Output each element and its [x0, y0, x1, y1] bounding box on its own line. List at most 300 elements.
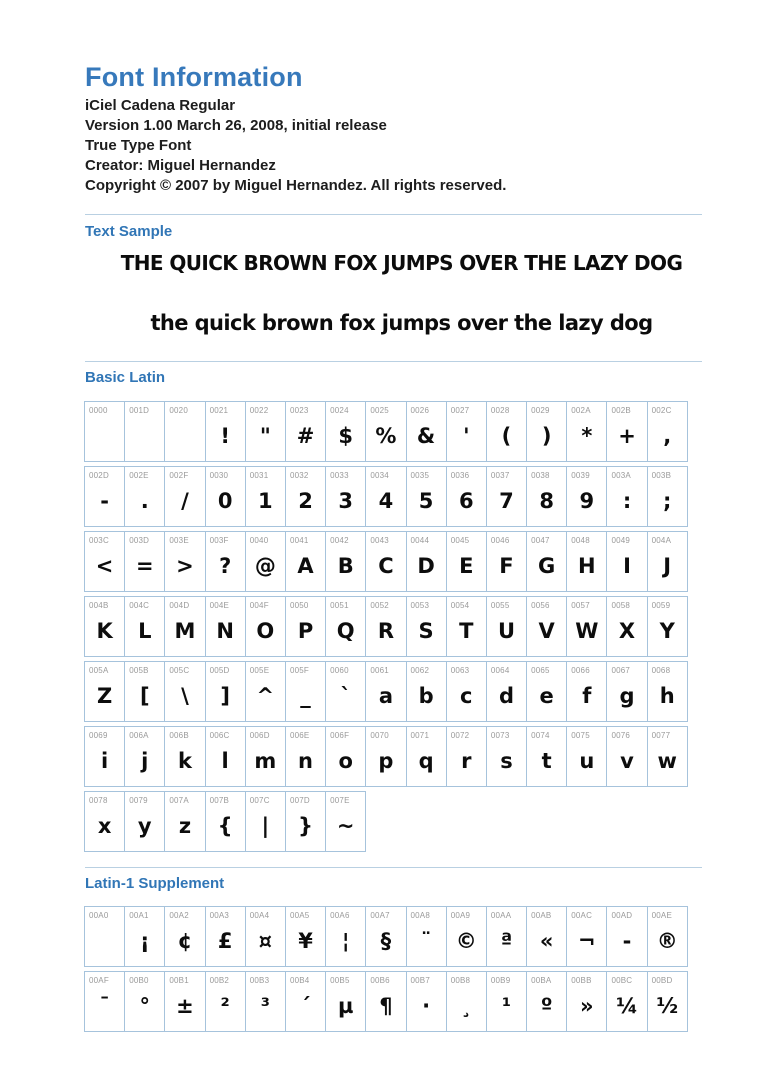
glyph-char: i — [100, 748, 109, 773]
glyph-char: µ — [337, 993, 354, 1018]
glyph-row — [84, 466, 768, 527]
glyph-char: ¡ — [139, 928, 150, 953]
glyph-cell — [365, 596, 406, 657]
glyph-char: } — [298, 813, 313, 838]
unicode-code-label: 00BC — [611, 976, 633, 985]
glyph-cell — [84, 726, 125, 787]
glyph-cell — [566, 466, 607, 527]
unicode-code-label: 00A5 — [289, 911, 310, 920]
glyph-char: K — [96, 618, 113, 643]
glyph-char: c — [460, 683, 473, 708]
unicode-code-label: 006D — [249, 731, 270, 740]
unicode-code-label: 0033 — [330, 471, 349, 480]
glyph-char: $ — [338, 423, 354, 448]
unicode-code-label: 0000 — [89, 406, 108, 415]
unicode-code-label: 0029 — [531, 406, 550, 415]
glyph-char: £ — [217, 928, 233, 953]
glyph-char: & — [416, 423, 436, 448]
glyph-char: n — [298, 748, 313, 773]
glyph-cell — [205, 726, 246, 787]
glyph-cell — [365, 401, 406, 462]
unicode-code-label: 002D — [89, 471, 109, 480]
glyph-cell — [124, 726, 165, 787]
glyph-char — [85, 920, 124, 966]
sample-text-uppercase: THE QUICK BROWN FOX JUMPS OVER THE LAZY DOG — [120, 251, 683, 275]
glyph-cell — [446, 531, 487, 592]
glyph-char: m — [254, 748, 277, 773]
glyph-cell — [526, 971, 567, 1032]
section-divider — [85, 361, 702, 362]
glyph-cell — [365, 661, 406, 722]
glyph-char: Q — [336, 618, 355, 643]
glyph-cell — [124, 401, 165, 462]
glyph-char: s — [500, 748, 513, 773]
unicode-code-label: 00B9 — [490, 976, 511, 985]
latin1-supplement-table — [84, 906, 768, 1032]
unicode-code-label: 00B2 — [209, 976, 230, 985]
glyph-char: 2 — [298, 488, 313, 513]
unicode-code-label: 0062 — [410, 666, 430, 675]
glyph-char: ¶ — [379, 993, 393, 1018]
glyph-char: « — [539, 928, 554, 953]
basic-latin-table — [84, 401, 768, 852]
unicode-code-label: 005E — [249, 666, 270, 675]
glyph-cell — [84, 596, 125, 657]
glyph-char: 3 — [338, 488, 354, 513]
unicode-code-label: 0022 — [249, 406, 269, 415]
glyph-char: ¯ — [99, 993, 110, 1018]
glyph-char: 7 — [499, 488, 514, 513]
glyph-cell — [406, 906, 447, 967]
glyph-cell — [124, 596, 165, 657]
unicode-code-label: 0051 — [330, 601, 349, 610]
unicode-code-label: 005B — [129, 666, 149, 675]
unicode-code-label: 0053 — [410, 601, 430, 610]
glyph-char: d — [498, 683, 514, 708]
font-info-block — [85, 96, 708, 196]
unicode-code-label: 0075 — [571, 731, 590, 740]
glyph-cell — [285, 661, 326, 722]
font-type: True Type Font — [85, 137, 192, 154]
glyph-cell — [647, 531, 688, 592]
glyph-char: I — [623, 553, 631, 578]
unicode-code-label: 0052 — [370, 601, 389, 610]
glyph-cell — [164, 971, 205, 1032]
font-name: iCiel Cadena Regular — [85, 97, 236, 114]
glyph-char: ¨ — [420, 928, 432, 953]
unicode-code-label: 003D — [129, 536, 150, 545]
glyph-char: 9 — [579, 488, 595, 513]
glyph-row — [84, 971, 768, 1032]
unicode-code-label: 00B6 — [370, 976, 390, 985]
unicode-code-label: 0038 — [531, 471, 550, 480]
glyph-cell — [205, 906, 246, 967]
glyph-char — [165, 415, 204, 461]
unicode-code-label: 005F — [289, 666, 309, 675]
glyph-cell — [124, 791, 165, 852]
unicode-code-label: 0077 — [651, 731, 671, 740]
glyph-cell — [205, 531, 246, 592]
unicode-code-label: 0055 — [490, 601, 510, 610]
glyph-cell — [164, 531, 205, 592]
unicode-code-label: 0024 — [330, 406, 349, 415]
unicode-code-label: 0069 — [89, 731, 108, 740]
glyph-row — [84, 596, 768, 657]
glyph-cell — [526, 906, 567, 967]
unicode-code-label: 0034 — [370, 471, 389, 480]
glyph-char: ± — [176, 993, 194, 1018]
unicode-code-label: 0079 — [129, 796, 148, 805]
unicode-code-label: 007E — [330, 796, 350, 805]
glyph-cell — [325, 401, 366, 462]
glyph-char: S — [418, 618, 434, 643]
glyph-cell — [84, 791, 125, 852]
glyph-char: ² — [220, 993, 230, 1018]
glyph-char: : — [622, 488, 632, 513]
unicode-code-label: 00AF — [89, 976, 109, 985]
glyph-cell — [526, 466, 567, 527]
glyph-cell — [285, 791, 326, 852]
unicode-code-label: 006C — [209, 731, 230, 740]
unicode-code-label: 00AD — [611, 911, 633, 920]
glyph-cell — [526, 401, 567, 462]
glyph-char — [125, 415, 164, 461]
unicode-code-label: 007B — [209, 796, 230, 805]
unicode-code-label: 002A — [571, 406, 591, 415]
glyph-char: a — [378, 683, 393, 708]
unicode-code-label: 00A3 — [209, 911, 230, 920]
glyph-cell — [406, 726, 447, 787]
glyph-char: q — [418, 748, 434, 773]
glyph-cell — [446, 596, 487, 657]
font-creator: Creator: Miguel Hernandez — [85, 157, 276, 174]
glyph-char: h — [659, 683, 675, 708]
glyph-char: » — [580, 993, 594, 1018]
glyph-cell — [446, 466, 487, 527]
glyph-char: R — [377, 618, 394, 643]
glyph-char: p — [378, 748, 394, 773]
glyph-char: k — [177, 748, 192, 773]
unicode-code-label: 004E — [209, 601, 230, 610]
glyph-char: 8 — [539, 488, 554, 513]
unicode-code-label: 004B — [89, 601, 109, 610]
glyph-cell — [647, 466, 688, 527]
unicode-code-label: 001D — [129, 406, 150, 415]
unicode-code-label: 0070 — [370, 731, 389, 740]
glyph-char: ] — [220, 683, 230, 708]
glyph-char: ª — [500, 928, 513, 953]
unicode-code-label: 00A6 — [330, 911, 350, 920]
glyph-char: W — [575, 618, 599, 643]
font-copyright: Copyright © 2007 by Miguel Hernandez. All rights reserved. — [85, 177, 507, 194]
glyph-cell — [566, 531, 607, 592]
unicode-code-label: 003F — [209, 536, 229, 545]
unicode-code-label: 0050 — [289, 601, 309, 610]
glyph-cell — [606, 401, 647, 462]
glyph-char: < — [95, 553, 114, 578]
glyph-char: O — [256, 618, 275, 643]
glyph-cell — [164, 906, 205, 967]
glyph-cell — [526, 531, 567, 592]
glyph-char: j — [141, 748, 149, 773]
unicode-code-label: 003A — [611, 471, 631, 480]
glyph-cell — [365, 466, 406, 527]
glyph-char: { — [217, 813, 233, 838]
glyph-cell — [486, 531, 527, 592]
glyph-cell — [84, 531, 125, 592]
unicode-code-label: 00B8 — [450, 976, 471, 985]
glyph-cell — [245, 531, 286, 592]
section-divider — [85, 214, 702, 215]
glyph-cell — [285, 466, 326, 527]
glyph-char: ( — [501, 423, 512, 448]
glyph-char: o — [338, 748, 353, 773]
glyph-cell — [486, 726, 527, 787]
glyph-cell — [365, 906, 406, 967]
unicode-code-label: 005C — [169, 666, 190, 675]
unicode-code-label: 00BB — [571, 976, 592, 985]
glyph-char: # — [296, 423, 315, 448]
glyph-cell — [406, 531, 447, 592]
glyph-char: A — [297, 553, 314, 578]
glyph-char: = — [135, 553, 154, 578]
glyph-cell — [164, 466, 205, 527]
glyph-char: ¼ — [616, 993, 638, 1018]
unicode-code-label: 0057 — [571, 601, 590, 610]
glyph-row — [84, 401, 768, 462]
unicode-code-label: 00B0 — [129, 976, 149, 985]
unicode-code-label: 006E — [289, 731, 310, 740]
glyph-char: § — [380, 928, 392, 953]
glyph-cell — [526, 726, 567, 787]
glyph-cell — [606, 906, 647, 967]
glyph-char: ¥ — [298, 928, 313, 953]
glyph-cell — [285, 596, 326, 657]
unicode-code-label: 0076 — [611, 731, 631, 740]
unicode-code-label: 004F — [249, 601, 269, 610]
unicode-code-label: 0025 — [370, 406, 389, 415]
unicode-code-label: 0041 — [289, 536, 309, 545]
glyph-cell — [486, 466, 527, 527]
glyph-char: [ — [139, 683, 150, 708]
glyph-row — [84, 726, 768, 787]
glyph-cell — [406, 661, 447, 722]
glyph-cell — [446, 726, 487, 787]
glyph-cell — [84, 906, 125, 967]
glyph-char: ) — [541, 423, 552, 448]
glyph-char: P — [297, 618, 314, 643]
unicode-code-label: 0063 — [450, 666, 470, 675]
glyph-cell — [606, 466, 647, 527]
glyph-char: _ — [300, 683, 311, 708]
glyph-char: * — [581, 423, 593, 448]
glyph-char: M — [174, 618, 196, 643]
glyph-char: ; — [663, 488, 672, 513]
glyph-cell — [164, 596, 205, 657]
basic-latin-heading: Basic Latin — [85, 369, 166, 386]
glyph-cell — [526, 661, 567, 722]
unicode-code-label: 00A9 — [450, 911, 471, 920]
unicode-code-label: 0020 — [169, 406, 188, 415]
glyph-cell — [245, 791, 286, 852]
glyph-char: e — [539, 683, 554, 708]
unicode-code-label: 006A — [129, 731, 149, 740]
unicode-code-label: 0037 — [490, 471, 510, 480]
glyph-row — [84, 531, 768, 592]
glyph-cell — [245, 726, 286, 787]
glyph-char: % — [375, 423, 397, 448]
glyph-char: ´ — [300, 993, 311, 1018]
glyph-cell — [205, 791, 246, 852]
glyph-char: ^ — [256, 683, 275, 708]
unicode-code-label: 0049 — [611, 536, 631, 545]
unicode-code-label: 00B4 — [289, 976, 310, 985]
unicode-code-label: 0061 — [370, 666, 389, 675]
glyph-cell — [406, 596, 447, 657]
glyph-cell — [446, 971, 487, 1032]
unicode-code-label: 0035 — [410, 471, 430, 480]
glyph-cell — [486, 971, 527, 1032]
unicode-code-label: 0026 — [410, 406, 430, 415]
glyph-cell — [526, 596, 567, 657]
unicode-code-label: 0042 — [330, 536, 349, 545]
glyph-char: . — [140, 488, 149, 513]
glyph-cell — [84, 401, 125, 462]
glyph-char: ¤ — [258, 928, 273, 953]
glyph-cell — [205, 661, 246, 722]
unicode-code-label: 0058 — [611, 601, 631, 610]
unicode-code-label: 0065 — [531, 666, 550, 675]
glyph-char: ! — [220, 423, 230, 448]
glyph-char: > — [176, 553, 194, 578]
glyph-cell — [285, 726, 326, 787]
glyph-cell — [205, 971, 246, 1032]
glyph-cell — [566, 971, 607, 1032]
glyph-cell — [285, 531, 326, 592]
glyph-cell — [205, 466, 246, 527]
glyph-char: 5 — [418, 488, 434, 513]
unicode-code-label: 003B — [651, 471, 672, 480]
unicode-code-label: 0056 — [531, 601, 550, 610]
glyph-char: ~ — [336, 813, 355, 838]
glyph-char: g — [619, 683, 635, 708]
unicode-code-label: 0072 — [450, 731, 470, 740]
unicode-code-label: 0021 — [209, 406, 229, 415]
unicode-code-label: 0078 — [89, 796, 108, 805]
glyph-char: U — [497, 618, 515, 643]
glyph-cell — [245, 466, 286, 527]
unicode-code-label: 0073 — [490, 731, 510, 740]
glyph-cell — [285, 401, 326, 462]
unicode-code-label: 00BD — [651, 976, 673, 985]
glyph-char: - — [622, 928, 632, 953]
glyph-cell — [325, 791, 366, 852]
glyph-char: J — [663, 553, 672, 578]
glyph-char: 6 — [458, 488, 474, 513]
glyph-char: y — [137, 813, 152, 838]
glyph-char: 4 — [378, 488, 394, 513]
unicode-code-label: 0047 — [531, 536, 550, 545]
glyph-char: ` — [340, 683, 351, 708]
glyph-cell — [164, 401, 205, 462]
glyph-char: H — [578, 553, 596, 578]
glyph-char: v — [620, 748, 634, 773]
glyph-row — [84, 791, 768, 852]
header-block — [0, 62, 768, 196]
unicode-code-label: 0066 — [571, 666, 590, 675]
glyph-char: ½ — [656, 993, 679, 1018]
glyph-cell — [325, 971, 366, 1032]
unicode-code-label: 00B5 — [330, 976, 350, 985]
text-sample-heading: Text Sample — [85, 223, 173, 240]
unicode-code-label: 0046 — [490, 536, 510, 545]
unicode-code-label: 0059 — [651, 601, 671, 610]
glyph-cell — [205, 596, 246, 657]
glyph-cell — [486, 906, 527, 967]
unicode-code-label: 007C — [249, 796, 270, 805]
unicode-code-label: 00A0 — [89, 911, 109, 920]
glyph-char: D — [417, 553, 435, 578]
glyph-cell — [647, 906, 688, 967]
glyph-cell — [325, 466, 366, 527]
unicode-code-label: 0071 — [410, 731, 430, 740]
glyph-cell — [205, 401, 246, 462]
glyph-cell — [446, 401, 487, 462]
glyph-char: º — [540, 993, 553, 1018]
glyph-cell — [446, 661, 487, 722]
unicode-code-label: 0074 — [531, 731, 550, 740]
glyph-char: u — [579, 748, 595, 773]
glyph-char: N — [216, 618, 234, 643]
glyph-char: f — [582, 683, 592, 708]
glyph-cell — [606, 971, 647, 1032]
glyph-cell — [647, 661, 688, 722]
glyph-cell — [486, 401, 527, 462]
glyph-char: ? — [219, 553, 232, 578]
glyph-char: r — [461, 748, 472, 773]
unicode-code-label: 00AA — [490, 911, 512, 920]
glyph-cell — [606, 661, 647, 722]
glyph-cell — [164, 726, 205, 787]
unicode-code-label: 0067 — [611, 666, 631, 675]
glyph-char: ¬ — [578, 928, 596, 953]
latin1-supplement-heading: Latin-1 Supplement — [85, 875, 225, 892]
unicode-code-label: 007A — [169, 796, 189, 805]
unicode-code-label: 0027 — [450, 406, 470, 415]
glyph-cell — [124, 531, 165, 592]
glyph-cell — [365, 726, 406, 787]
glyph-char: x — [97, 813, 112, 838]
glyph-cell — [325, 906, 366, 967]
glyph-char: ¦ — [341, 928, 350, 953]
glyph-cell — [124, 661, 165, 722]
unicode-code-label: 004A — [651, 536, 672, 545]
glyph-cell — [647, 971, 688, 1032]
glyph-char: \ — [181, 683, 189, 708]
unicode-code-label: 006F — [330, 731, 350, 740]
glyph-cell — [647, 726, 688, 787]
unicode-code-label: 0068 — [651, 666, 671, 675]
glyph-cell — [647, 401, 688, 462]
glyph-char: E — [459, 553, 474, 578]
glyph-char: ' — [463, 423, 470, 448]
glyph-char: ³ — [260, 993, 270, 1018]
glyph-char: t — [541, 748, 552, 773]
unicode-code-label: 002C — [651, 406, 672, 415]
glyph-cell — [365, 531, 406, 592]
glyph-cell — [124, 466, 165, 527]
unicode-code-label: 0031 — [249, 471, 269, 480]
